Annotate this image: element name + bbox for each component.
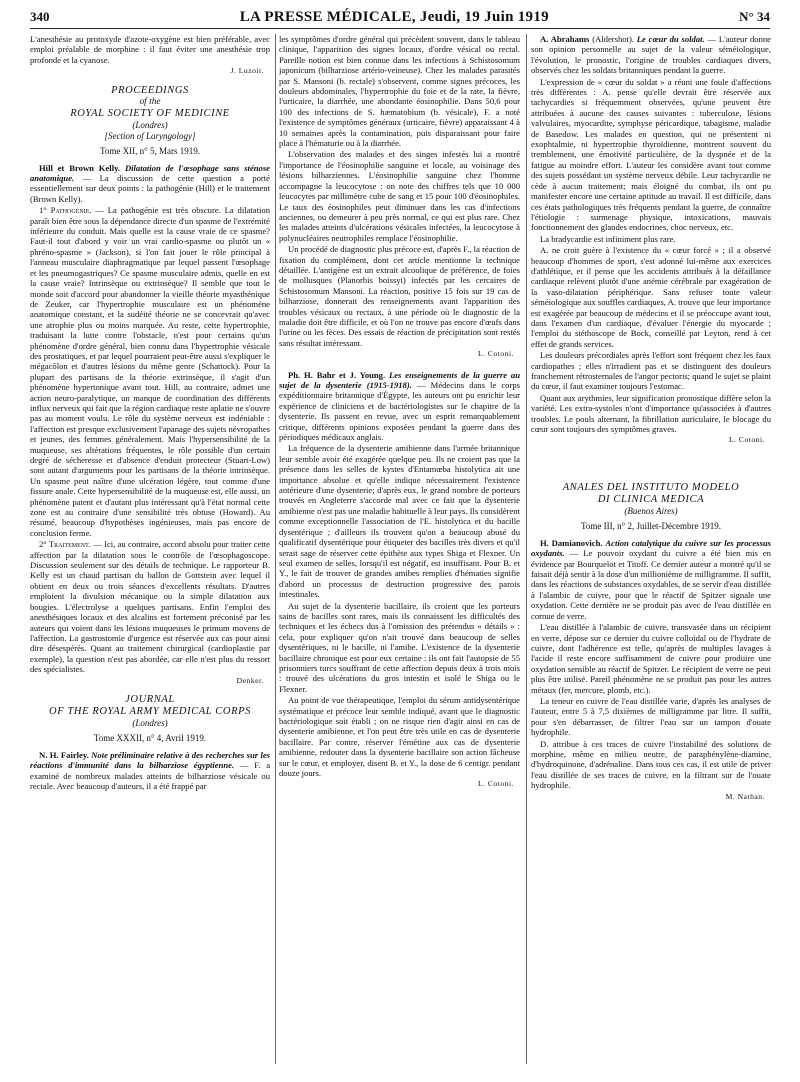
paragraph: Quant aux arythmies, leur signification pronostique diffère selon la variété. Les extra-systoles n'ont d'importance qu'associées à d'autres troubles. Le pouls alternant, la fibrillation auriculaire, le blocage du cœur sont toujours des symptômes graves.	[531, 392, 771, 435]
signature: L. Cotoni.	[477, 779, 514, 789]
column-divider	[526, 34, 527, 1064]
article-author: Ph. H. Bahr et J. Young.	[288, 369, 386, 380]
article-title: Action catalytique du cuivre sur les processus oxydants.	[531, 537, 771, 559]
article-title: Dilatation de l'œsophage sans sténose anatomique.	[30, 162, 270, 184]
section-issue: Tome III, n° 2, Juillet-Décembre 1919.	[581, 520, 721, 531]
section-heading	[30, 85, 270, 142]
section-place: (Buenos Aires)	[624, 505, 678, 516]
section-title: OF THE ROYAL ARMY MEDICAL CORPS	[49, 705, 251, 717]
article-title: Les enseignements de la guerre au sujet de la dysenterie (1915-1918).	[279, 369, 520, 390]
page-header	[30, 6, 770, 29]
paragraph: les symptômes d'ordre général qui précèdent souvent, dans le tableau clinique, l'apparition des signes locaux, d'ordre vésical ou rectal. Pareille notion est bien connue dans les infections à Schistosomum japonicum (bilharziose artério-veineuse). Chez les malades parasités par S. Mansoni (b. rectale) s'observent, comme signes précoces, les douleurs abdominales, l'hypertrophie du foie et de la rate, la fièvre, l'urticaire, la diarrhée, une abondante éosinophilie. Dans 50,6 pour 100 des infections de S. hæmatobium (b. vésicale), F. a noté l'existence de symptômes généraux (urticaire, fièvre) apparaissant 4 à 10 semaines après la contamination, puis disparaissant pour faire place à l'hématurie ou à la diarrhée.	[279, 34, 520, 149]
article-title: Note préliminaire relative à des recherches sur les réactions d'immunité dans la bilharziose égyptienne.	[30, 749, 270, 771]
paragraph: La fréquence de la dysenterie amibienne dans l'armée britannique leur semble avoir été exagérée quelque peu. Ils ne croient pas que la présence dans les selles de kystes d'Entamœba histolytica ait une importance absolue et qu'elle indique nécessairement l'existence antérieure d'une dysenterie; d'après eux, le grand nombre de porteurs trouvés en Angleterre s'accorde mal avec ce fait que la dysenterie amibienne n'est pas une maladie habituelle à leur pays. Ils considèrent comme exceptionnelle l'association de l'E. histolytica et du bacille dysentérique ; d'ailleurs ils trouvent qu'on a beaucoup abusé du qualificatif dysentérique pour étiqueter des bacilles très divers et qu'il serait sage de réserver cette épithète aux types Shiga et Flexner. Un seul examen de selles, lorsqu'il est négatif, est insuffisant. Pour B. et Y., le fait de trouver de grandes amibes remplies d'hématies signifie d'abord un processus de destruction progressive des parois intestinales.	[279, 443, 520, 600]
section-place: (Londres)	[132, 717, 168, 728]
article-author: A. Abrahams	[540, 34, 590, 44]
paragraph: Un procédé de diagnostic plus précoce est, d'après F., la réaction de fixation du complément, dont cet article mentionne la technique détaillée. L'antigène est un extrait alcoolique de préférence, de foies de mollusques (Planorbis boissyi) infectés par les cercaires de Schistosomum Mansoni. La réaction, positive 15 fois sur 19 cas de bilharziose, donnerait des renseignements avant l'apparition des troubles vésicaux ou rectaux, à une période où le diagnostic de la maladie doit être difficile, et où l'on ne trouve pas encore d'œufs dans l'urine ou les fèces. Des essais de réaction de précipitation sont restés sans résultat intéressant.	[279, 244, 520, 348]
paragraph	[30, 205, 270, 538]
paragraph: La teneur en cuivre de l'eau distillée varie, d'après les analyses de l'auteur, entre 5 à 7,5 dixièmes de milligramme par litre. Il suffit, pour s'en débarrasser, de filtrer l'eau sur un tampon d'ouate hydrophile.	[531, 695, 771, 738]
column-divider	[275, 34, 276, 1064]
section-title: ANALES DEL INSTITUTO MODELO	[562, 481, 740, 493]
section-title: PROCEEDINGS	[111, 84, 189, 96]
signature: J. Luzoir.	[230, 66, 264, 76]
article-author: N. H. Fairley.	[39, 749, 89, 760]
signature: M. Nathan.	[725, 791, 765, 801]
section-title: ROYAL SOCIETY OF MEDICINE	[70, 107, 230, 119]
paragraph-label: 1° Pathogénie.	[39, 205, 92, 216]
paragraph: D. attribue à ces traces de cuivre l'instabilité des solutions de morphine, même en milieu neutre, de paraphénylène-diamine, d'hydroquinone, d'adrénaline. Dans tous ces cas, il est utile de priver l'eau distillée de ses traces de cuivre, en la filtrant sur de l'ouate hydrophile.	[531, 738, 771, 791]
article-lead	[531, 34, 771, 76]
article-text: — L'auteur donne son opinion personnelle au sujet de la valeur séméiologique, l'évolution, le pronostic, l'origine de troubles cardiaques divers, observés chez les soldats britanniques pendant la guerre.	[531, 34, 771, 76]
article-lead	[279, 370, 520, 443]
paragraph: L'anesthésie au protoxyde d'azote-oxygène est bien préférable, avec emploi préalable de morphine : il faut éviter une anesthésie trop profonde et la cyanose.	[30, 34, 270, 65]
paragraph-text: — Ici, au contraire, accord absolu pour traiter cette affection par la dilatation sous le contrôle de l'œsophagoscope. Discussion seulement sur des détails de technique. Le rapporteur B. Kelly est un chaud partisan du ballon de Gottstein avec lequel il obtient en deux ou trois séances d'excellents résultats. D'autres emploient la divulsion mécanique ou la simple dilatation aux bougies. L'électrolyse a quelques partisans. Enfin l'emploi des anesthésiques locaux et des alcalins est fortement préconisé par les auteurs qui voient dans les lésions muqueuses le primum movens de l'affection. La gastrostomie d'urgence est réservée aux cas pour ainsi dire désespérés. Quant au traitement chirurgical (cardioplastie par exemple), la question n'est pas abordée, car elle n'est plus du ressort des spécialistes.	[30, 539, 270, 675]
signature: L. Cotoni.	[477, 349, 514, 359]
article-text: — La discussion de cette question a porté essentiellement sur deux points : la pathogénie (Hill) et le traitement (Brown Kelly).	[30, 173, 270, 204]
column-middle	[279, 34, 520, 1074]
signature: L. Cotoni.	[728, 435, 765, 445]
section-title: of the	[139, 96, 161, 107]
section-heading	[30, 694, 270, 729]
issue-number: N° 34	[739, 9, 770, 24]
article-text: — Médecins dans le corps expéditionnaire britannique d'Égypte, les auteurs ont pu enrichir leur expérience de cliniciens et de bactériologistes sur le chapitre de la dysenterie. Ils passent en revue, avec un esprit remarquablement critique, différents opinions exposées pendant la guerre dans des périodiques médicaux anglais.	[279, 380, 520, 443]
section-title: DI CLINICA MEDICA	[597, 493, 705, 505]
paragraph-label: 2° Traitement.	[39, 539, 91, 550]
paragraph: La bradycardie est infiniment plus rare.	[540, 233, 676, 244]
paragraph: L'eau distillée à l'alambic de cuivre, transvasée dans un récipient en verre, dépose sur ce dernier du cuivre colloïdal ou de l'hydrate de cuivre, dont l'adhérence est telle, qu'après de multiples lavages à l'acide il reste encore suffisamment de cuivre pour produire une oxydation sensible au réactif de Spitzer. Le récipient de verre ne peut plus être utilisé. Pareil phénomène ne se produit pas pour les autres métaux (fer, mercure, plomb, etc.).	[531, 622, 771, 695]
paragraph: Les douleurs précordiales après l'effort sont fréquent chez les faux cardiopathes ; elles n'irradient pas et se distinguent des douleurs franchement rétrosternales de l'angor pectoris; quand le sujet se plaint du cœur, il faut examiner toujours l'estomac.	[531, 350, 771, 392]
article-text: — Le pouvoir oxydant du cuivre a été bien mis en évidence par Bourquelot et Titoff. Ce dernier auteur a montré qu'il se faisait déjà sentir à la dose d'un millionième de milligramme. Il suffit, dans les réactions de substances oxydables, de se servir d'eau distillée à l'alambic de cuivre, pour que le réactif de Spitzer signale une oxydation. Cette dernière ne se produit pas avec de l'eau distillée en cornue de verre.	[531, 548, 771, 621]
article-author: H. Damianovich.	[540, 537, 603, 548]
paragraph: Au point de vue thérapeutique, l'emploi du sérum antidysentérique systématique et précoce leur semble indiqué, avant que le diagnostic bactériologique soit établi ; on ne risque rien d'agir ainsi en cas de dysenterie amibienne, et l'on peut être très utile en cas de dysenterie bacillaire. Par contre, réserver l'émétine aux cas de dysenterie amibienne, redouter dans la dysenterie bacillaire son action fâcheuse sur le cœur, et employer, disent B. et Y., la dose de 6 centigr. pendant douze jours.	[279, 695, 520, 779]
article-author: Hill et Brown Kelly.	[39, 162, 121, 173]
article-lead	[30, 163, 270, 205]
paragraph-text: — La pathogénie est très obscure. La dilatation paraît bien être sous la dépendance directe d'un spasme de l'extrémité inférieure du conduit. Mais quelle est la cause vraie de ce spasme? Faut-il tout d'abord y voir un vrai cardio-spasme ou plutôt un « phréno-spasme » (Jackson), si l'on fait jouer le rôle principal à l'anneau musculaire diaphragmatique par lequel passent l'œsophage et les pneumogastriques? Ce spasme musculaire admis, quelle en est la cause vraie? Intrinsèque ou extrinsèque? Il semble que tout le monde soit d'accord pour abandonner la vieille théorie myasthénique de Zeuker, car l'hypertrophie musculaire est un phénomène anatomique constant, et la sudéité théorie ne se concevrait qu'avec une atrophie plus ou moins marquée. Au reste, cette hypertrophie, traduisant la lutte contre l'obstacle, n'est pour certains qu'un phénomène d'ordre général, bien connu dans l'hypertrophie vésicale des prostatiques, et par lequel pourraient peut-être aussi s'expliquer le mégacôlon et d'autres lésions du même genre (Schattock). Pour la plupart des partisans de la théorie extrinsèque, il s'agit d'un phénomène hypertonique avant tout. Hill, au contraire, admet une action neuro-paralytique, un manque de coordination des différents influx nerveux qui fait que la région cardiaque reste aplatie ne s'ouvre pas au moment voulu. Le rôle du système nerveux est indéniable : l'affection est presque exclusivement l'apanage des sujets névropathes et jeunes, des femmes généralement. Mais l'hypersensibilité de la muqueuse, ses altérations fréquentes, le rôle possible d'un certain degré de sécheresse et d'absence d'enduit protecteur (Stuart-Low) sont autant d'arguments pour les partisans de la théorie intrinsèque. Un spasme peut naître d'une ulcération légère, tout comme d'une fissure anale. Cette hypersensibilité de la muqueuse est, elle aussi, un phénomène patent et d'autant plus intéressant qu'à l'état normal cette zone est au contraire d'une sensibilité très obtuse (Howard). Au résumé, beaucoup d'hypothèses ingénieuses, mais pas encore de conclusion ferme.	[30, 205, 270, 538]
section-title: JOURNAL	[125, 693, 175, 705]
paragraph	[30, 539, 270, 674]
article-title: Le cœur du soldat.	[633, 34, 705, 44]
paragraph: L'expression de « cœur du soldat » a réuni une foule d'affections très différentes : A. pense qu'elle devrait être réservée aux tachycardies si fréquemment observées, qu'une peuvent être attribuées à aucune des causes suivantes : tuberculose, lésions valvulaires, myocardite, symphyse péricardique, tabagisme, maladie de Basedow. Les malades en question, qui ne présentent ni exophtalmie, ni hypertrophie thyroïdienne, montrent souvent du tremblement, une émotivité particulière, de la dyspnée et de la fatigue au moindre effort. L'auteur les considère avant tout comme des sujets possédant un système nerveux débile. Leur tachycardie ne cède à aucun traitement; mais éloigné du combat, ils ont pu manifester encore une certaine aptitude au travail. Il est difficile, dans ces états pathologiques très fréquents pendant la guerre, de connaître l'étiologie : surmenage physique, intoxications, mauvais fonctionnement des glandes endocrines, choc nerveux, etc.	[531, 76, 771, 233]
article-place: (Aldershot).	[589, 34, 634, 44]
page-number: 340	[30, 9, 50, 24]
signature: Denker.	[236, 675, 264, 685]
column-right	[531, 34, 771, 1074]
section-issue: Tome XXXII, n° 4, Avril 1919.	[93, 732, 207, 743]
journal-title: LA PRESSE MÉDICALE, Jeudi, 19 Juin 1919	[239, 8, 549, 25]
article-lead	[30, 750, 270, 792]
section-heading	[531, 482, 771, 517]
section-name: [Section of Laryngology]	[104, 130, 196, 141]
article-lead	[531, 538, 771, 621]
paragraph: L'observation des malades et des singes infestés lui a montré l'importance de l'éosinophilie sanguine et locale, au voisinage des lésions bilharziennes. L'éosinophilie sanguine chez l'homme accompagne la leucocytose : on note des chiffres tels que 10 000 leucocytes par millimètre cube de sang et 15 pour 100 d'éosinophiles. Le taux des éosinophiles peut diminuer dans les cas d'infections anciennes, ou demeurer à peu près normal, ce qui est plus rare. Chez les malades atteints d'ulcérations vésicales infectées, la leucocytose à polynucléaires neutrophiles remplace l'éosinophilie.	[279, 149, 520, 243]
article-text: — F. a examiné de nombreux malades atteints de bilharziose vésicale ou rectale. Avec beaucoup d'auteurs, il a été frappé par	[30, 760, 270, 792]
paragraph: A. ne croit guère à l'existence du « cœur forcé » ; il a observé beaucoup d'hommes de sport, s'est adonné lui-même aux exercices d'athlétique, et il pense que les accidents attribués à la défaillance cardiaque relèvent plutôt d'une anémie cérébrale par exagération de la vaso-dilatation périphérique. Sans refuser toute valeur séméiologique aux souffles cardiaques, A. trouve que leur importance est exagérée par beaucoup de médecins et il se préoccupe avant tout, dans l'examen d'un cardiaque, d'évaluer l'énergie du myocarde ; l'emploi du stéthoscope de Bock, conseillé par Leyton, rend à cet effet de grands services.	[531, 245, 771, 349]
paragraph: Au sujet de la dysenterie bacillaire, ils croient que les porteurs sains de bacilles sont rares, mais ils connaissent les difficultés des techniques et les échecs dus à l'omission des prétendus « détails » : cela, pour expliquer qu'on n'ait trouvé dans beaucoup de selles dysentériques, ni le bacille, ni l'amibe. L'existence de la dysenterie bacillaire chronique est pour eux certaine : ils ont fait l'autopsie de 55 prisonniers turcs souffrant de cette affection depuis deux à trois mois : trouvé des ulcérations du gros intestin et isolé le Shiga ou le Flexner.	[279, 600, 520, 694]
column-left	[30, 34, 270, 1074]
section-place: (Londres)	[132, 119, 168, 130]
section-issue: Tome XII, n° 5, Mars 1919.	[100, 145, 200, 156]
